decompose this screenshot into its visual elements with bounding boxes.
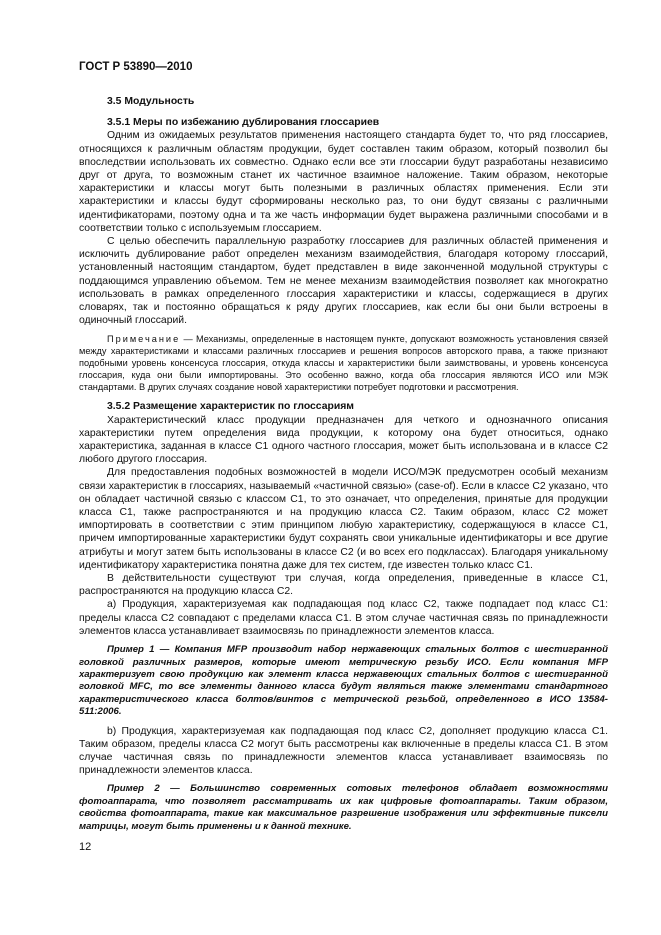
standard-id-header: ГОСТ Р 53890—2010	[79, 61, 193, 73]
paragraph: В действительности существуют три случая, когда определения, приведенные в классе C1, распространяются на продукцию класса C2.	[79, 573, 608, 598]
page-number: 12	[79, 841, 92, 853]
subsection-title-3-5-1: 3.5.1 Меры по избежанию дублирования глоссариев	[107, 117, 380, 129]
paragraph: Для предоставления подобных возможностей в модели ИСО/МЭК предусмотрен особый механизм связи характеристик в глоссариях, называемый «частичной связью» (case-of). Если в классе C2 указано, что он обладает частичной связью с классом C1, то это означает, что определения, принятые для продукции класса C1, также распространяются и на продукцию класса C2. Таким образом, класс C2 может импортировать в соответствии с этим принципом любую характеристику, содержащуюся в классе C1, причем импортированные характеристики будут сохранять свои уникальные идентификаторы и все другие атрибуты и могут затем быть использованы в классе C2 (и во всех его подклассах). Благодаря уникальному идентификатору характеристика понятна даже для тех систем, где известен только класс C1.	[79, 467, 608, 571]
example-2: Пример 2 — Большинство современных сотовых телефонов обладает возможностями фотоаппарата, что позволяет рассматривать их как цифровые фотоаппараты. Таким образом, свойства фотоаппарата, такие как максимальное разрешение изображения или эффективные пиксели матрицы, могут быть применены и к данной технике.	[79, 783, 608, 832]
paragraph-b: b) Продукция, характеризуемая как подпадающая под класс C2, дополняет продукцию класса C1. Таким образом, пределы класса C2 могут быть рассмотрены как включенные в пределы класса C1. В этом случае частичная связь по принадлежности элементов класса устанавливает взаимосвязь по принадлежности элементов класса.	[79, 725, 608, 777]
paragraph: a) Продукция, характеризуемая как подпадающая под класс C2, также подпадает под класс C1: пределы класса C2 совпадают с пределами класса C1. В этом случае частичная связь по принадлежности элементов класса устанавливает взаимосвязь по принадлежности элементов класса.	[79, 599, 608, 637]
paragraph: Одним из ожидаемых результатов применения настоящего стандарта будет то, что ряд глоссариев, относящихся к различным областям продукции, будет составлен таким образом, который позволил бы впоследствии использовать их совместно. Однако если все эти глоссарии будут разработаны независимо друг от друга, то возможным станет их частичное взаимное наложение. Таким образом, некоторые характеристики и классы могут быть полезными в различных областях применения. Если эти характеристики и классы будут сформированы несколько раз, то они будут связаны с различными идентификаторами, поэтому одна и та же часть информации будет выражена различными способами и в соответствии только с используемым глоссарием.	[79, 130, 608, 234]
example-1: Пример 1 — Компания MFP производит набор нержавеющих стальных болтов с шестигранной головкой различных размеров, которые имеют метрическую резьбу ИСО. Если компания MFP характеризует свою продукцию как элемент класса нержавеющих стальных болтов с шестигранной головкой MFC, то все элементы данного класса будут являться также элементами стандартного характеристического класса болтов/винтов с метрической резьбой, определенного в ИСО 13584-511:2006.	[79, 644, 608, 718]
note-label: Примечание	[107, 334, 181, 345]
note-text: — Механизмы, определенные в настоящем пункте, допускают возможность установления связей между характеристиками и классами различных глоссариев и решения вопросов авторского права, а также признают подобными уровень консенсуса глоссария, откуда классы и характеристики были заимствованы, и уровень консенсуса глоссария, куда они были импортированы. Это особенно важно, когда оба глоссария являются ИСО или МЭК стандартами. В других случаях создание новой характеристики потребует подготовки и рассмотрения.	[79, 334, 608, 392]
paragraph: Характеристический класс продукции предназначен для четкого и однозначного описания характеристики путем определения вида продукции, к которому она будет относиться, однако характеристика, заданная в классе C1 одного частного глоссария, может быть использована и в классе C2 любого другого глоссария.	[79, 414, 608, 466]
note	[79, 334, 608, 393]
paragraph: С целью обеспечить параллельную разработку глоссариев для различных областей применения и исключить дублирование работ определен механизм взаимодействия, благодаря которому глоссарий, установленный настоящим стандартом, будет представлен в виде законченной модульной структуры с поддающимся управлению объемом. Тем не менее механизм взаимодействия позволяет как многократно использовать в рамках определенного глоссария характеристики и классы, содержащиеся в других словарях, так и постоянно обращаться к ряду других глоссариев, как если бы они были встроены в одиночный глоссарий.	[79, 236, 608, 327]
subsection-title-3-5-2: 3.5.2 Размещение характеристик по глоссариям	[107, 401, 354, 413]
section-title: 3.5 Модульность	[107, 96, 195, 107]
page-content	[79, 95, 608, 839]
